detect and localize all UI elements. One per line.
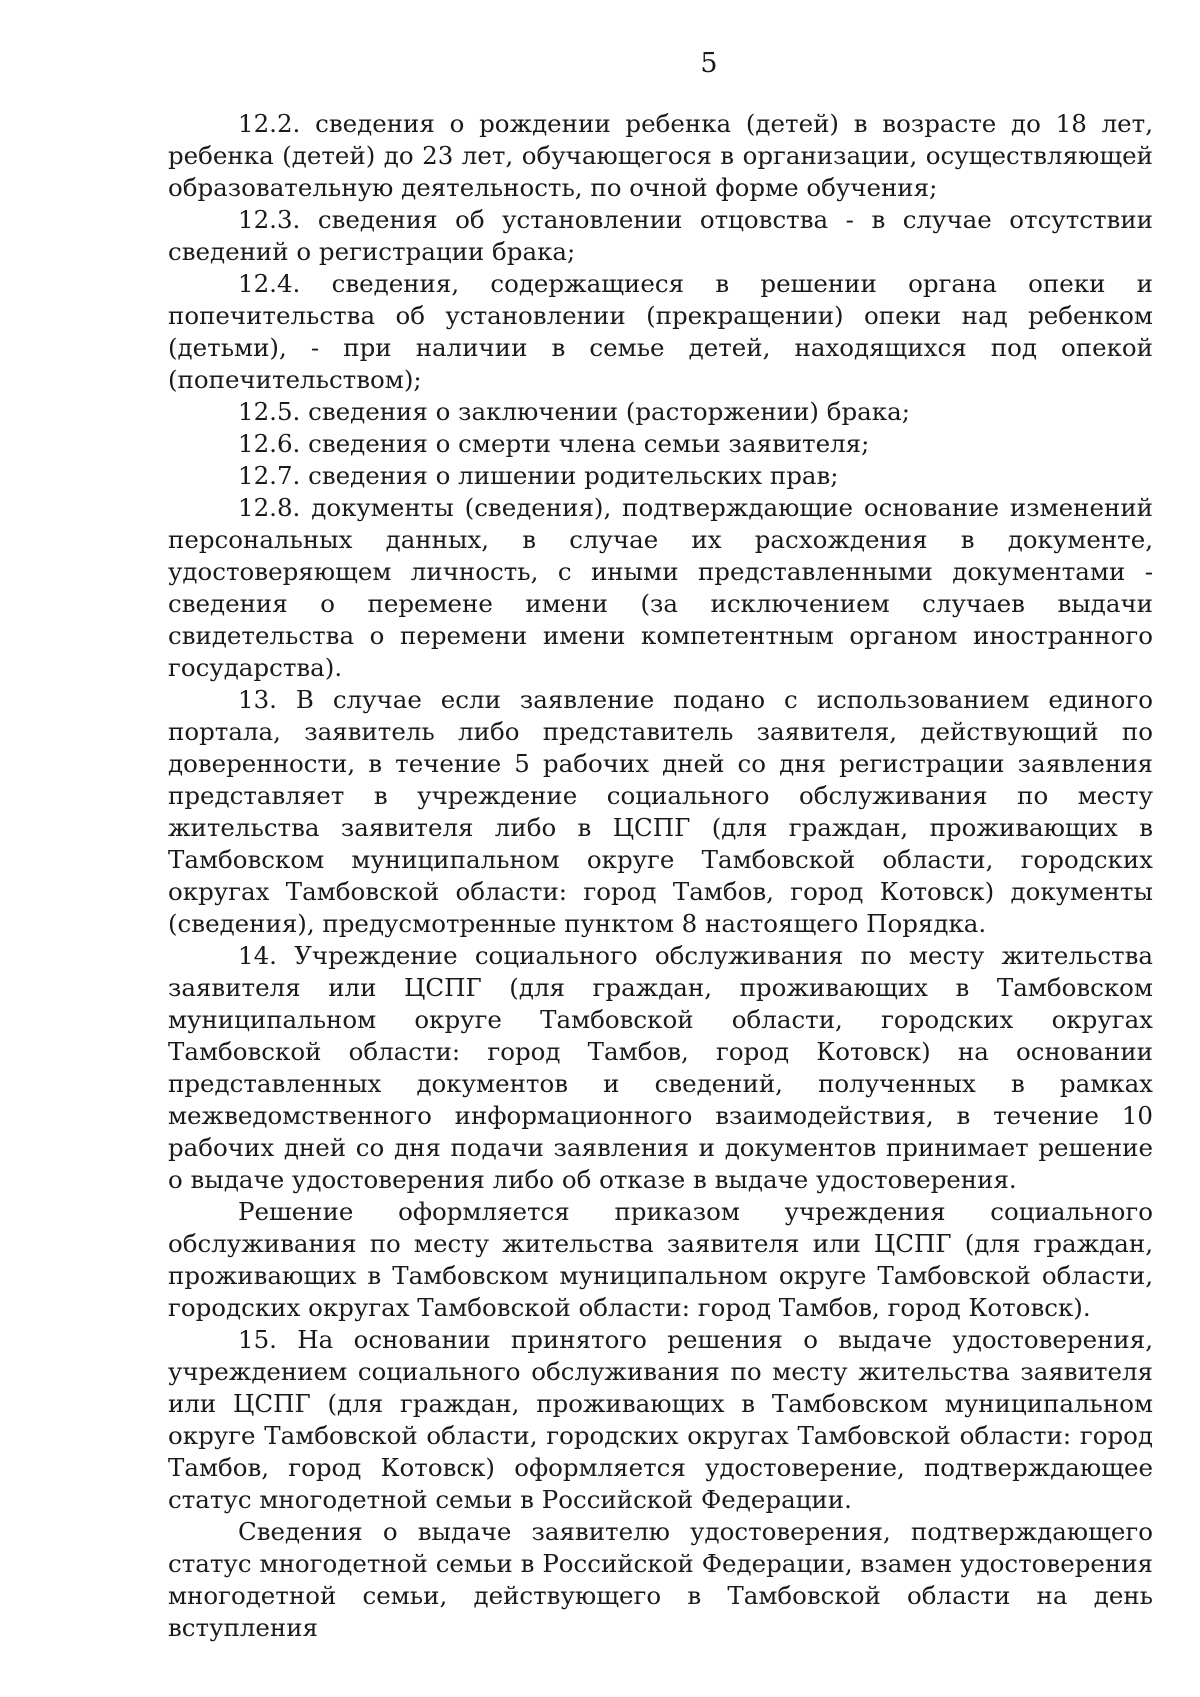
paragraph-12-6: 12.6. сведения о смерти члена семьи заявителя; bbox=[238, 429, 870, 458]
paragraph-12-4: 12.4. сведения, содержащиеся в решении органа опеки и попечительства об установлении (прекращении) опеки над ребенком (детьми), - при наличии в семье детей, находящихся под опекой (попечительством); bbox=[168, 269, 1153, 394]
paragraph-12-2: 12.2. сведения о рождении ребенка (детей) в возрасте до 18 лет, ребенка (детей) до 23 лет, обучающегося в организации, осуществляющей образовательную деятельность, по очной форме обучения; bbox=[168, 109, 1153, 202]
paragraph-15-info: Сведения о выдаче заявителю удостоверения, подтверждающего статус многодетной семьи в Российской Федерации, взамен удостоверения многодетной семьи, действующего в Тамбовской области на день вступления bbox=[168, 1517, 1153, 1642]
paragraph-15: 15. На основании принятого решения о выдаче удостоверения, учреждением социального обслуживания по месту жительства заявителя или ЦСПГ (для граждан, проживающих в Тамбовском муниципальном округе Тамбовской области, городских округах Тамбовской области: город Тамбов, город Котовск) оформляется удостоверение, подтверждающее статус многодетной семьи в Российской Федерации. bbox=[168, 1325, 1153, 1514]
page-number-text: 5 bbox=[700, 48, 718, 79]
paragraph-12-5: 12.5. сведения о заключении (расторжении) брака; bbox=[238, 397, 910, 426]
paragraph-12-3: 12.3. сведения об установлении отцовства - в случае отсутствии сведений о регистрации брака; bbox=[168, 205, 1153, 266]
paragraph-12-8: 12.8. документы (сведения), подтверждающие основание изменений персональных данных, в случае их расхождения в документе, удостоверяющем личность, с иными представленными документами - сведения о перемене имени (за исключением случаев выдачи свидетельства о перемени имени компетентным органом иностранного государства). bbox=[168, 493, 1153, 682]
paragraph-12-7: 12.7. сведения о лишении родительских прав; bbox=[238, 461, 839, 490]
page-number bbox=[0, 48, 1200, 79]
paragraph-13: 13. В случае если заявление подано с использованием единого портала, заявитель либо представитель заявителя, действующий по доверенности, в течение 5 рабочих дней со дня регистрации заявления представляет в учреждение социального обслуживания по месту жительства заявителя либо в ЦСПГ (для граждан, проживающих в Тамбовском муниципальном округе Тамбовской области, городских округах Тамбовской области: город Тамбов, город Котовск) документы (сведения), предусмотренные пунктом 8 настоящего Порядка. bbox=[168, 685, 1153, 938]
paragraph-14: 14. Учреждение социального обслуживания по месту жительства заявителя или ЦСПГ (для граждан, проживающих в Тамбовском муниципальном округе Тамбовской области, городских округах Тамбовской области: город Тамбов, город Котовск) на основании представленных документов и сведений, полученных в рамках межведомственного информационного взаимодействия, в течение 10 рабочих дней со дня подачи заявления и документов принимает решение о выдаче удостоверения либо об отказе в выдаче удостоверения. bbox=[168, 941, 1153, 1194]
paragraph-14-decision: Решение оформляется приказом учреждения социального обслуживания по месту жительства заявителя или ЦСПГ (для граждан, проживающих в Тамбовском муниципальном округе Тамбовской области, городских округах Тамбовской области: город Тамбов, город Котовск). bbox=[168, 1197, 1153, 1322]
document-body bbox=[168, 108, 1153, 1644]
